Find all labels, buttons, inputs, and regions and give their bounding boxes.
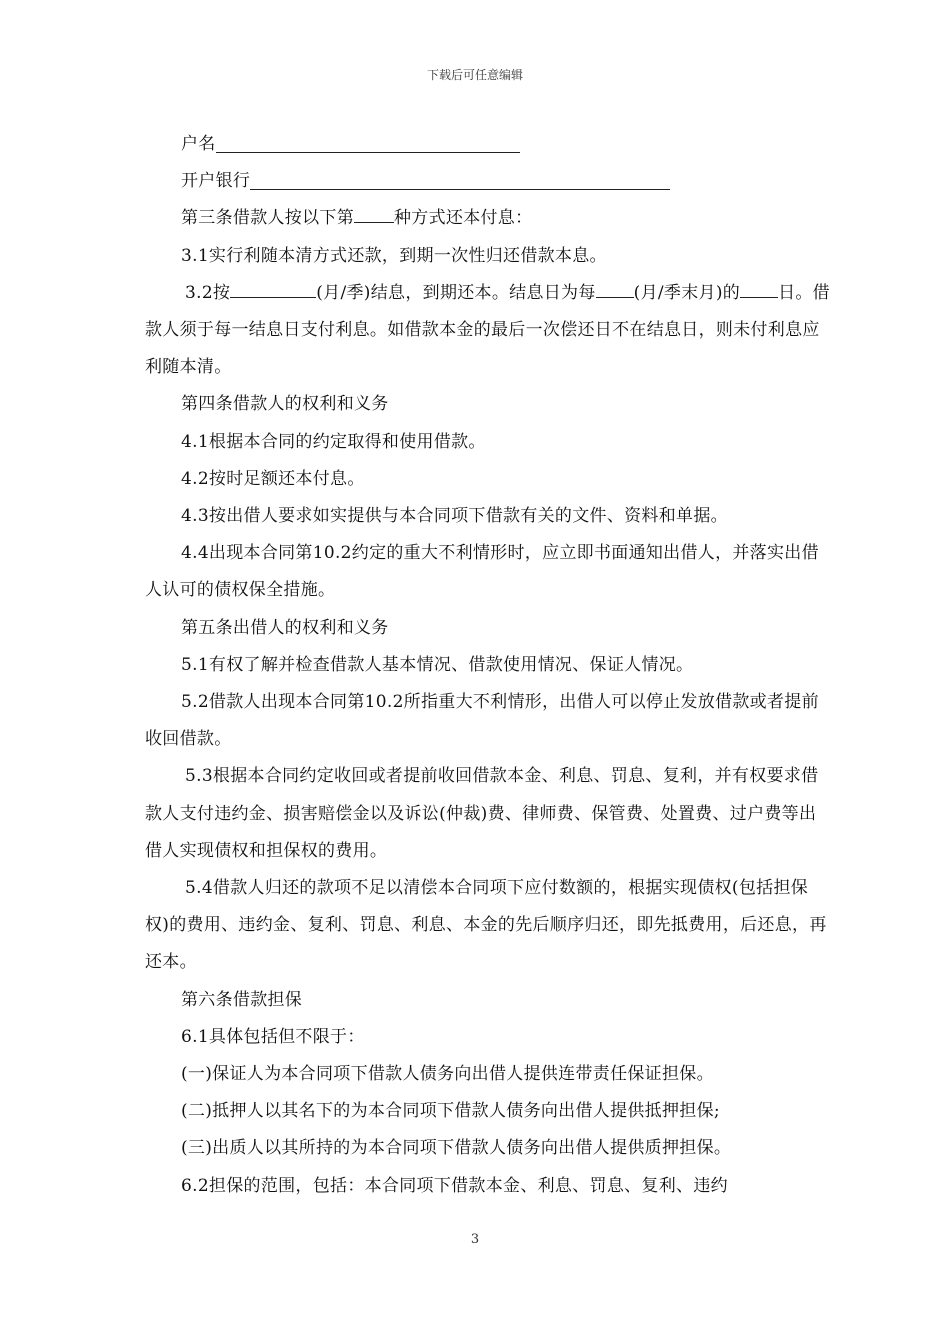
account-name-line bbox=[145, 126, 830, 163]
paragraph-5-1: 5.1有权了解并检查借款人基本情况、借款使用情况、保证人情况。 bbox=[181, 654, 694, 675]
bank-label: 开户银行 bbox=[181, 171, 251, 192]
paragraph-3-2: 3.2按 (月/季)结息，到期还本。结息日为每 (月/季末月)的 日。借款人须于每一结息日支付利息。如借款本金的最后一次偿还日不在结息日，则未付利息应利随本清。 bbox=[145, 275, 830, 387]
paragraph-3-1: 3.1实行利随本清方式还款，到期一次性归还借款本息。 bbox=[181, 245, 607, 266]
day-blank-2 bbox=[740, 279, 778, 298]
paragraph-6-1-1: (一)保证人为本合同项下借款人债务向出借人提供连带责任保证担保。 bbox=[181, 1064, 714, 1085]
account-name-blank bbox=[216, 132, 520, 153]
paragraph-6-1-3: (三)出质人以其所持的为本合同项下借款人债务向出借人提供质押担保。 bbox=[181, 1138, 732, 1159]
paragraph-6-1-2: (二)抵押人以其名下的为本合同项下借款人债务向出借人提供抵押担保; bbox=[181, 1101, 720, 1122]
document-body bbox=[145, 126, 830, 1205]
paragraph-5-3: 5.3根据本合同约定收回或者提前收回借款本金、利息、罚息、复利，并有权要求借款人支付违约金、损害赔偿金以及诉讼(仲裁)费、律师费、保管费、处置费、过户费等出借人实现债权和担保权的费用。 bbox=[145, 766, 819, 861]
paragraph-4-3: 4.3按出借人要求如实提供与本合同项下借款有关的文件、资料和单据。 bbox=[181, 506, 728, 527]
bank-blank bbox=[250, 169, 670, 190]
paragraph-4-4: 4.4出现本合同第10.2约定的重大不利情形时，应立即书面通知出借人，并落实出借人认可的债权保全措施。 bbox=[145, 543, 819, 601]
period-blank bbox=[230, 279, 316, 298]
method-blank bbox=[354, 204, 394, 223]
paragraph-4-1: 4.1根据本合同的约定取得和使用借款。 bbox=[181, 431, 486, 452]
paragraph-5-2: 5.2借款人出现本合同第10.2所指重大不利情形，出借人可以停止发放借款或者提前收回借款。 bbox=[145, 692, 819, 750]
paragraph-4-2: 4.2按时足额还本付息。 bbox=[181, 468, 365, 489]
page-number: 3 bbox=[470, 1232, 480, 1247]
bank-line bbox=[145, 163, 830, 200]
article-5-title: 第五条出借人的权利和义务 bbox=[181, 617, 389, 638]
article-3-title: 第三条借款人按以下第 种方式还本付息： bbox=[145, 200, 830, 237]
day-blank-1 bbox=[596, 279, 634, 298]
paragraph-6-2: 6.2担保的范围，包括：本合同项下借款本金、利息、罚息、复利、违约 bbox=[181, 1175, 728, 1196]
account-name-label: 户名 bbox=[181, 134, 216, 154]
paragraph-6-1: 6.1具体包括但不限于： bbox=[181, 1026, 365, 1047]
paragraph-5-4: 5.4借款人归还的款项不足以清偿本合同项下应付数额的，根据实现债权(包括担保权)的费用、违约金、复利、罚息、利息、本金的先后顺序归还，即先抵费用，后还息，再还本。 bbox=[145, 878, 827, 973]
page-header: 下载后可任意编辑 bbox=[426, 68, 523, 82]
article-4-title: 第四条借款人的权利和义务 bbox=[181, 394, 389, 415]
article-6-title: 第六条借款担保 bbox=[181, 989, 303, 1010]
